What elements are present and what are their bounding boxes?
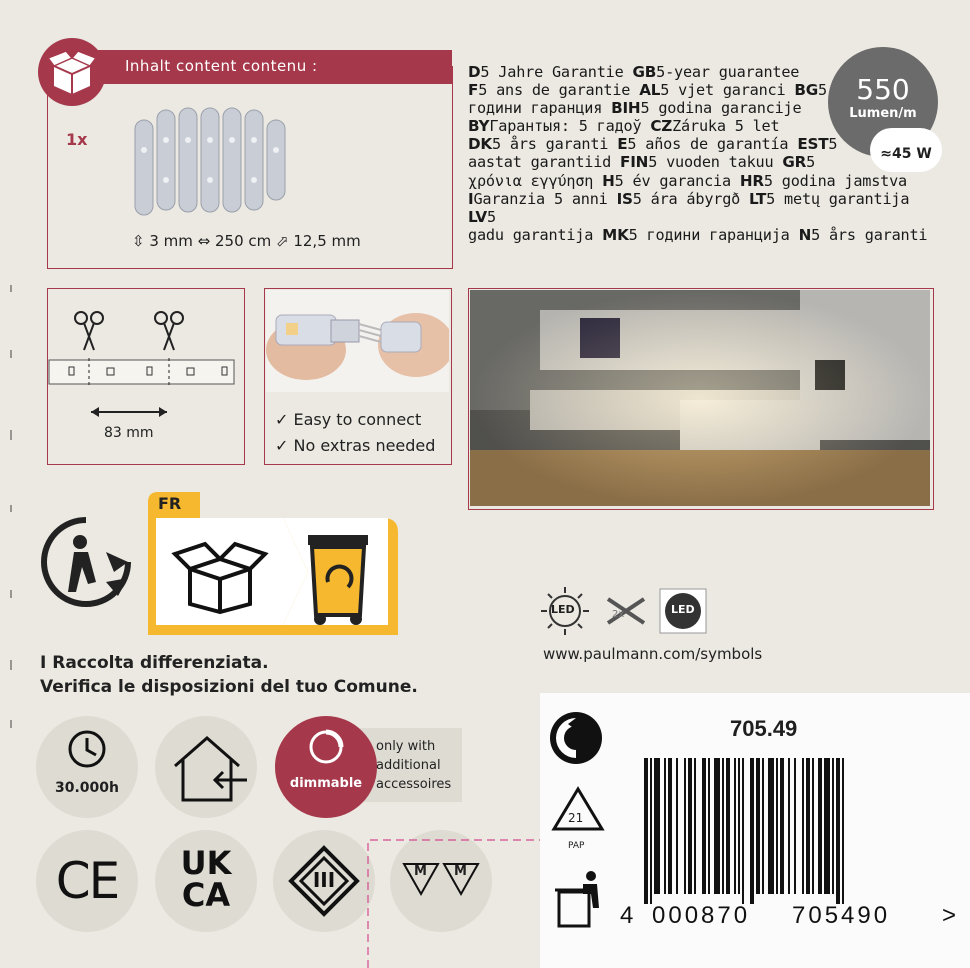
barcode-bar [702, 758, 706, 894]
connect-item-2: ✓ No extras needed [275, 436, 436, 455]
warranty-phrase: 5 años de garantía [627, 135, 798, 154]
warranty-phrase: 5-year guarantee [656, 63, 800, 81]
led-symbols [540, 585, 710, 637]
barcode-bar [768, 758, 774, 894]
pap-material: PAP [568, 841, 585, 851]
mm-mark-2: M [454, 864, 467, 879]
barcode-bar [726, 758, 730, 894]
led-label: LED [551, 603, 575, 616]
warranty-country-code: EST [797, 135, 829, 154]
dimmable-label: dimmable [289, 776, 363, 791]
warranty-country-code: DK [468, 135, 492, 154]
warranty-country-code: IS [616, 189, 633, 208]
indoor-house-icon [165, 728, 249, 808]
barcode-digit-first: 4 [620, 902, 634, 929]
content-header [95, 50, 452, 84]
dimmable-note: only with additional accessoires [376, 739, 452, 792]
warranty-phrase: gadu garantija [468, 225, 603, 244]
warranty-country-code: BG [794, 81, 819, 100]
warranty-country-code: MK [602, 225, 629, 244]
warranty-country-code: H [602, 171, 615, 190]
svg-text:2x: 2x [612, 609, 625, 620]
barcode-bar [802, 758, 804, 894]
warranty-line [468, 172, 938, 190]
barcode-bar [806, 758, 810, 894]
warranty-country-code: GB [632, 63, 657, 81]
warranty-phrase: 5 év garancia [614, 171, 740, 190]
recycling-bin-icon [298, 527, 378, 627]
barcode-bar [780, 758, 784, 894]
led-dark-label: LED [671, 603, 695, 616]
barcode-bar [722, 758, 724, 894]
warranty-phrase: 5 години гаранција [628, 225, 799, 244]
warranty-phrase: Гарантыя: 5 гадоў [489, 117, 651, 136]
lumen-value: 550 [856, 73, 910, 106]
barcode-bar [794, 758, 796, 894]
barcode-bar [750, 758, 754, 904]
led-strip-coil-image [125, 100, 295, 222]
warranty-phrase: 5 vuoden takuu [648, 153, 783, 172]
warranty-country-code: F [468, 81, 479, 100]
pap-code: 21 [568, 811, 584, 825]
warranty-phrase: 5 godina garancije [640, 99, 802, 118]
no-halogen-icon [608, 599, 644, 623]
recycle-line-1: I Raccolta differenziata. [40, 653, 269, 673]
warranty-country-code: BY [468, 117, 490, 136]
barcode-digits-last: 705490 [792, 902, 891, 929]
warranty-country-code: LV [468, 207, 487, 226]
barcode-bar [734, 758, 736, 894]
connector-photo [266, 290, 449, 392]
barcode-bar [836, 758, 840, 904]
warranty-phrase: 5 [818, 81, 827, 100]
ce-mark: CE [55, 852, 119, 910]
barcode-bar [688, 758, 692, 894]
warranty-country-code: AL [639, 81, 661, 100]
scissors-icon [155, 312, 183, 350]
barcode-bar [654, 758, 660, 894]
barcode-bar [714, 758, 720, 894]
warranty-country-code: N [798, 225, 812, 244]
triman-recycling-icon [36, 512, 136, 612]
class3-label: III [312, 868, 336, 892]
open-box-icon [170, 534, 270, 614]
barcode-bar [742, 758, 744, 904]
warranty-phrase: 5 [806, 153, 816, 172]
barcode-bar [664, 758, 666, 894]
warranty-country-code: CZ [650, 117, 673, 136]
warranty-country-code: I [468, 189, 474, 208]
article-number: 705.49 [730, 716, 798, 741]
barcode-bar [842, 758, 844, 904]
fr-badge: FR [158, 494, 182, 513]
barcode-digits-middle: 000870 [652, 902, 751, 929]
warranty-country-code: HR [739, 171, 764, 190]
warranty-country-code: BIH [611, 99, 641, 118]
barcode-bar [788, 758, 790, 894]
indoor-circle [155, 716, 257, 818]
kitchen-photo [470, 290, 930, 506]
dimmer-icon [305, 726, 347, 768]
warranty-phrase: χρόνια εγγύηση [468, 171, 603, 190]
barcode-bar [668, 758, 672, 894]
warranty-line [468, 153, 938, 171]
barcode-bar [644, 758, 648, 904]
warranty-country-code: GR [782, 153, 807, 172]
green-dot-icon [548, 710, 604, 766]
warranty-phrase: 5 års garanti [811, 225, 928, 244]
barcode-bar [824, 758, 830, 894]
warranty-phrase: 5 godina jamstva [763, 171, 908, 190]
connect-item-1: ✓ Easy to connect [275, 410, 422, 429]
ukca-mark-1: UK [180, 844, 232, 882]
watt-badge [870, 128, 942, 172]
warranty-phrase: години гаранция [468, 99, 612, 118]
warranty-phrase: 5 Jahre Garantie [480, 63, 633, 81]
warranty-line [468, 226, 938, 244]
warranty-line [468, 190, 938, 226]
ukca-mark-2: CA [181, 876, 231, 914]
warranty-country-code: LT [749, 189, 767, 208]
barcode-bar [756, 758, 760, 894]
barcode-arrow: > [942, 902, 957, 929]
barcode [640, 758, 940, 908]
barcode-bar [832, 758, 834, 894]
barcode-bar [738, 758, 740, 894]
fr-sorting-panel [148, 492, 398, 635]
ce-circle [36, 830, 138, 932]
mm-mark-1: M [414, 864, 427, 879]
content-dimensions: ⇳ 3 mm ⇔ 250 cm ⬀ 12,5 mm [132, 232, 361, 250]
watt-value: ≈45 W [880, 146, 932, 162]
clock-icon [66, 728, 108, 770]
barcode-bar [812, 758, 814, 894]
warranty-country-code: FIN [620, 153, 649, 172]
warranty-phrase: 5 års garanti [491, 135, 618, 154]
barcode-bar [650, 758, 652, 904]
box-icon [38, 38, 106, 106]
barcode-bar [676, 758, 678, 894]
lumen-unit: Lumen/m [849, 106, 917, 121]
warranty-phrase: 5 ans de garantie [478, 81, 640, 100]
barcode-bar [776, 758, 778, 894]
warranty-phrase: 5 [828, 135, 838, 154]
content-quantity: 1x [66, 130, 88, 149]
trash-bin-icon [553, 868, 605, 930]
cut-spacing-label: 83 mm [104, 425, 154, 441]
content-badge [38, 38, 106, 106]
symbols-url[interactable]: www.paulmann.com/symbols [543, 645, 763, 663]
warranty-phrase: 5 metų garantija [766, 189, 910, 208]
trim-marks [8, 280, 14, 740]
lifetime-circle [36, 716, 138, 818]
content-header-label: Inhalt content contenu : [125, 57, 318, 75]
warranty-country-code: D [468, 63, 481, 81]
barcode-bar [694, 758, 696, 894]
barcode-bar [708, 758, 710, 894]
warranty-phrase: 5 vjet garanci [660, 81, 795, 100]
warranty-phrase: Záruka 5 let [672, 117, 780, 136]
warranty-phrase: Garanzia 5 anni [473, 189, 617, 208]
recycle-line-2: Verifica le disposizioni del tuo Comune. [40, 677, 418, 697]
warranty-phrase: 5 ára ábyrgð [632, 189, 750, 208]
warranty-country-code: E [617, 135, 628, 154]
ukca-circle [155, 830, 257, 932]
warranty-phrase: 5 [486, 207, 496, 226]
warranty-phrase: aastat garantiid [468, 153, 621, 172]
barcode-bar [762, 758, 764, 894]
scissors-icon [75, 312, 103, 350]
lifetime-value: 30.000h [55, 780, 119, 796]
dimmable-circle [275, 716, 377, 818]
barcode-bar [818, 758, 822, 894]
barcode-bar [684, 758, 686, 894]
